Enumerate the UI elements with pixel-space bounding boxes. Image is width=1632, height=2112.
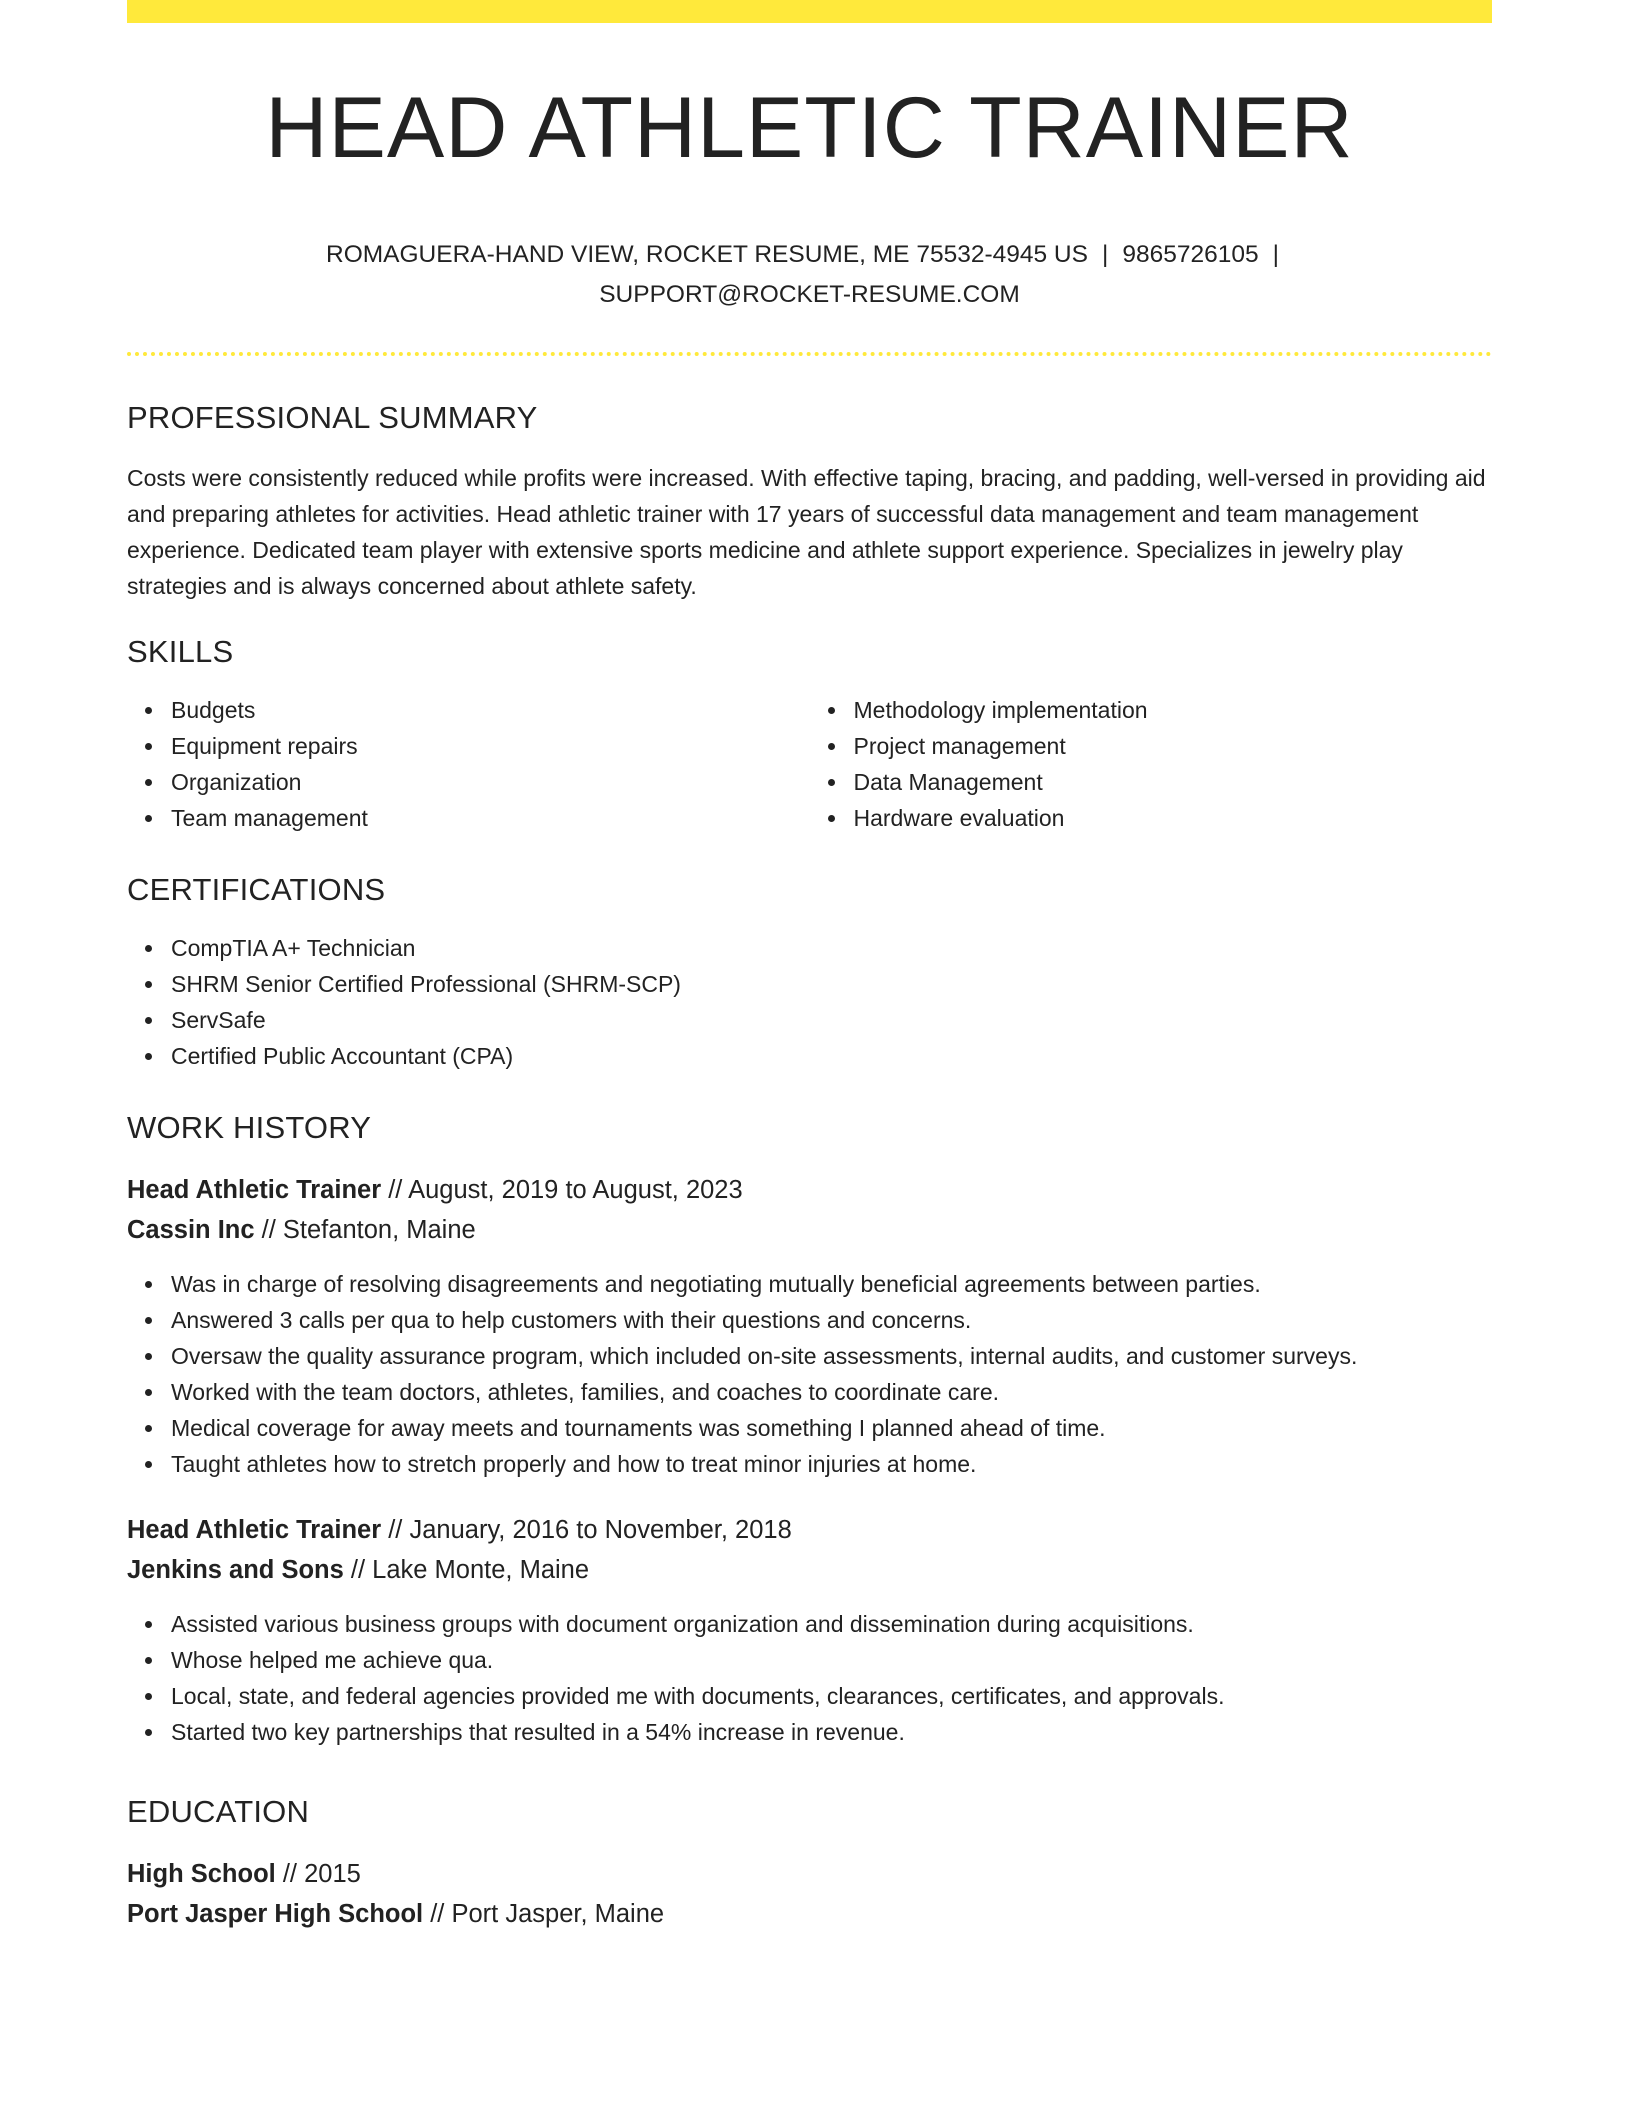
contact-phone: 9865726105 <box>1122 241 1259 269</box>
contact-separator: | <box>1101 241 1109 269</box>
skill-item: Methodology implementation <box>854 692 1493 728</box>
skill-item: Team management <box>171 800 810 836</box>
certification-item: ServSafe <box>171 1002 1492 1038</box>
job-title-line <box>127 1170 1492 1210</box>
job-title: Head Athletic Trainer <box>127 1176 382 1205</box>
skill-item: Organization <box>171 764 810 800</box>
job-company: Jenkins and Sons <box>127 1556 344 1585</box>
contact-address: ROMAGUERA-HAND VIEW, ROCKET RESUME, ME 75532-4945 US <box>326 241 1088 269</box>
certification-item: Certified Public Accountant (CPA) <box>171 1038 1492 1074</box>
job-duty: Was in charge of resolving disagreements and negotiating mutually beneficial agreements between parties. <box>171 1266 1492 1302</box>
certification-item: CompTIA A+ Technician <box>171 930 1492 966</box>
job-location: // Stefanton, Maine <box>254 1216 476 1245</box>
job-title-line <box>127 1510 1492 1550</box>
job-entry <box>127 1510 1492 1750</box>
job-company-line <box>127 1550 1492 1590</box>
job-dates: // January, 2016 to November, 2018 <box>381 1516 792 1545</box>
job-dates: // August, 2019 to August, 2023 <box>381 1176 743 1205</box>
summary-section <box>127 400 1492 604</box>
education-degree: High School <box>127 1860 276 1889</box>
job-duty: Worked with the team doctors, athletes, families, and coaches to coordinate care. <box>171 1374 1492 1410</box>
education-heading: EDUCATION <box>127 1794 310 1830</box>
skills-list-right <box>810 692 1493 836</box>
job-duty: Started two key partnerships that resulted in a 54% increase in revenue. <box>171 1714 1492 1750</box>
certifications-heading: CERTIFICATIONS <box>127 872 386 908</box>
skills-section <box>127 634 1492 836</box>
contact-info <box>127 235 1492 315</box>
summary-heading: PROFESSIONAL SUMMARY <box>127 400 538 436</box>
job-duty: Answered 3 calls per qua to help customers with their questions and concerns. <box>171 1302 1492 1338</box>
education-year: // 2015 <box>275 1860 361 1889</box>
education-school-line <box>127 1894 1492 1934</box>
skill-item: Project management <box>854 728 1493 764</box>
education-degree-line <box>127 1854 1492 1894</box>
job-company-line <box>127 1210 1492 1250</box>
certification-item: SHRM Senior Certified Professional (SHRM-SCP) <box>171 966 1492 1002</box>
education-section <box>127 1794 1492 1934</box>
resume-page <box>127 0 1492 2112</box>
work-history-heading: WORK HISTORY <box>127 1110 372 1146</box>
skill-item: Data Management <box>854 764 1493 800</box>
job-duty: Oversaw the quality assurance program, which included on-site assessments, internal audits, and customer surveys. <box>171 1338 1492 1374</box>
contact-email: SUPPORT@ROCKET-RESUME.COM <box>599 281 1020 309</box>
work-history-section <box>127 1110 1492 1750</box>
header-divider <box>127 352 1492 356</box>
top-accent-bar <box>127 0 1492 23</box>
job-duty: Whose helped me achieve qua. <box>171 1642 1492 1678</box>
contact-separator: | <box>1272 241 1279 269</box>
certifications-section <box>127 872 1492 1074</box>
job-duties-list <box>127 1266 1492 1482</box>
resume-title: HEAD ATHLETIC TRAINER <box>265 80 1354 176</box>
education-location: // Port Jasper, Maine <box>423 1900 665 1929</box>
skill-item: Equipment repairs <box>171 728 810 764</box>
education-school: Port Jasper High School <box>127 1900 424 1929</box>
job-entry <box>127 1170 1492 1482</box>
job-duty: Assisted various business groups with document organization and dissemination during acquisitions. <box>171 1606 1492 1642</box>
summary-text: Costs were consistently reduced while profits were increased. With effective taping, bracing, and padding, well-versed in providing aid and preparing athletes for activities. Head athletic trainer with 17 years of successful data management and team management experience. Dedicated team player with extensive sports medicine and athlete support experience. Specializes in jewelry play strategies and is always concerned about athlete safety. <box>127 465 1486 600</box>
job-title: Head Athletic Trainer <box>127 1516 382 1545</box>
skills-grid <box>127 692 1492 836</box>
skill-item: Budgets <box>171 692 810 728</box>
job-company: Cassin Inc <box>127 1216 255 1245</box>
job-duty: Taught athletes how to stretch properly and how to treat minor injuries at home. <box>171 1446 1492 1482</box>
skills-heading: SKILLS <box>127 634 234 670</box>
job-duty: Medical coverage for away meets and tournaments was something I planned ahead of time. <box>171 1410 1492 1446</box>
certifications-list <box>127 930 1492 1074</box>
job-location: // Lake Monte, Maine <box>343 1556 590 1585</box>
skill-item: Hardware evaluation <box>854 800 1493 836</box>
skills-list-left <box>127 692 810 836</box>
job-duties-list <box>127 1606 1492 1750</box>
job-duty: Local, state, and federal agencies provided me with documents, clearances, certificates, and approvals. <box>171 1678 1492 1714</box>
